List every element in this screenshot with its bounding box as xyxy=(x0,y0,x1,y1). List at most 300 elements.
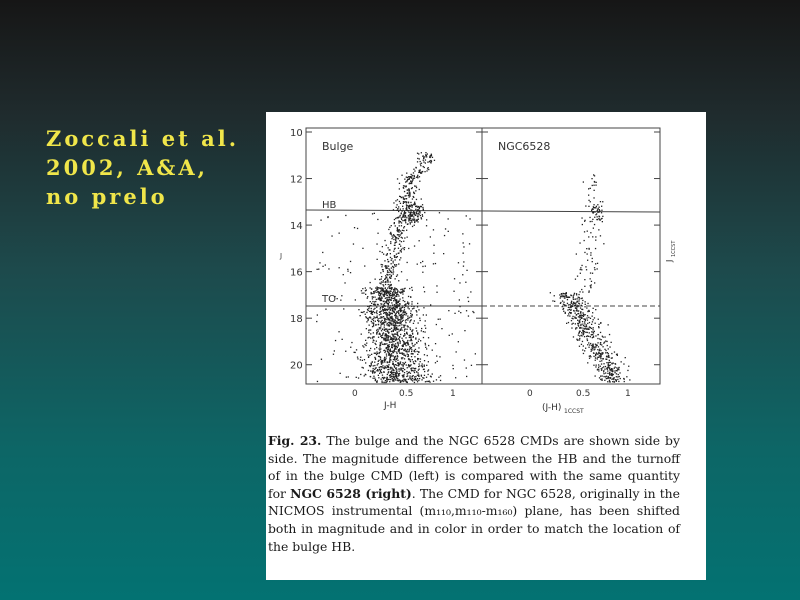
star-dot-left xyxy=(436,292,437,293)
star-dot-left xyxy=(391,263,392,264)
star-dot-left xyxy=(361,312,362,313)
star-dot-left xyxy=(416,220,417,221)
star-dot-left xyxy=(387,374,388,375)
star-dot-right xyxy=(583,345,584,346)
star-dot-left xyxy=(392,292,393,293)
star-dot-left xyxy=(425,347,426,348)
star-dot-left xyxy=(390,284,391,285)
star-dot-right xyxy=(564,297,565,298)
star-dot-right xyxy=(607,367,608,368)
star-dot-right xyxy=(571,305,572,306)
star-dot-left xyxy=(411,303,412,304)
star-dot-right xyxy=(595,207,596,208)
star-dot-left xyxy=(395,225,396,226)
star-dot-left xyxy=(399,188,400,189)
star-dot-left xyxy=(395,292,396,293)
star-dot-left xyxy=(420,161,421,162)
star-dot-left xyxy=(356,377,357,378)
star-dot-left xyxy=(370,282,371,283)
star-dot-left xyxy=(459,282,460,283)
star-dot-left xyxy=(400,293,401,294)
star-dot-left xyxy=(385,284,386,285)
star-dot-right xyxy=(588,200,589,201)
star-dot-left xyxy=(388,369,389,370)
star-dot-left xyxy=(368,308,369,309)
star-dot-right xyxy=(599,207,600,208)
star-dot-right xyxy=(600,379,601,380)
star-dot-left xyxy=(374,369,375,370)
star-dot-left xyxy=(398,368,399,369)
star-dot-left xyxy=(405,314,406,315)
star-dot-right xyxy=(586,336,587,337)
star-dot-right xyxy=(590,252,591,253)
star-dot-left xyxy=(356,349,357,350)
caption-text-2: . The CMD for NGC 6528, originally in the NICMOS instrumental (m₁₁₀,m₁₁₀-m₁₆₀) plane, has been shifted both in magnitude and in color in order to match the location of the bulge HB. xyxy=(268,485,680,554)
star-dot-left xyxy=(396,207,397,208)
star-dot-left xyxy=(386,302,387,303)
star-dot-right xyxy=(588,342,589,343)
star-dot-left xyxy=(403,188,404,189)
star-dot-left xyxy=(412,179,413,180)
star-dot-left xyxy=(380,322,381,323)
star-dot-right xyxy=(599,361,600,362)
star-dot-left xyxy=(394,333,395,334)
star-dot-left xyxy=(414,320,415,321)
star-dot-left xyxy=(403,375,404,376)
star-dot-left xyxy=(380,348,381,349)
star-dot-left xyxy=(418,339,419,340)
star-dot-left xyxy=(405,379,406,380)
star-dot-right xyxy=(587,328,588,329)
star-dot-left xyxy=(378,363,379,364)
star-dot-left xyxy=(405,362,406,363)
star-dot-left xyxy=(398,248,399,249)
star-dot-left xyxy=(333,354,334,355)
star-dot-left xyxy=(459,306,460,307)
star-dot-left xyxy=(404,334,405,335)
star-dot-left xyxy=(371,288,372,289)
star-dot-right xyxy=(595,346,596,347)
star-dot-left xyxy=(422,266,423,267)
star-dot-left xyxy=(397,325,398,326)
star-dot-right xyxy=(590,221,591,222)
star-dot-right xyxy=(594,217,595,218)
star-dot-left xyxy=(408,365,409,366)
star-dot-right xyxy=(623,378,624,379)
star-dot-left xyxy=(365,294,366,295)
star-dot-right xyxy=(591,328,592,329)
star-dot-left xyxy=(379,295,380,296)
star-dot-left xyxy=(421,328,422,329)
star-dot-left xyxy=(388,247,389,248)
star-dot-left xyxy=(436,324,437,325)
star-dot-left xyxy=(397,274,398,275)
star-dot-left xyxy=(410,222,411,223)
star-dot-right xyxy=(587,332,588,333)
star-dot-left xyxy=(411,319,412,320)
star-dot-right xyxy=(577,276,578,277)
star-dot-left xyxy=(416,342,417,343)
star-dot-right xyxy=(585,332,586,333)
star-dot-right xyxy=(571,301,572,302)
star-dot-right xyxy=(578,335,579,336)
star-dot-right xyxy=(590,188,591,189)
star-dot-left xyxy=(395,237,396,238)
star-dot-left xyxy=(396,369,397,370)
star-dot-right xyxy=(602,201,603,202)
star-dot-left xyxy=(392,323,393,324)
star-dot-right xyxy=(572,318,573,319)
star-dot-right xyxy=(614,370,615,371)
star-dot-left xyxy=(417,161,418,162)
star-dot-left xyxy=(381,289,382,290)
star-dot-right xyxy=(611,342,612,343)
star-dot-left xyxy=(400,310,401,311)
star-dot-left xyxy=(411,210,412,211)
star-dot-left xyxy=(397,290,398,291)
star-dot-left xyxy=(405,195,406,196)
star-dot-left xyxy=(387,279,388,280)
star-dot-left xyxy=(409,346,410,347)
star-dot-left xyxy=(389,292,390,293)
star-dot-left xyxy=(382,309,383,310)
star-dot-left xyxy=(467,297,468,298)
star-dot-left xyxy=(405,198,406,199)
star-dot-left xyxy=(415,368,416,369)
star-dot-left xyxy=(410,212,411,213)
star-dot-left xyxy=(387,259,388,260)
star-dot-left xyxy=(410,223,411,224)
star-dot-left xyxy=(411,220,412,221)
star-dot-left xyxy=(373,316,374,317)
star-dot-left xyxy=(396,321,397,322)
star-dot-left xyxy=(388,355,389,356)
star-dot-left xyxy=(385,333,386,334)
star-dot-right xyxy=(605,366,606,367)
star-dot-left xyxy=(383,378,384,379)
star-dot-left xyxy=(394,306,395,307)
star-dot-left xyxy=(387,362,388,363)
star-dot-left xyxy=(422,261,423,262)
star-dot-right xyxy=(562,306,563,307)
star-dot-left xyxy=(416,206,417,207)
star-dot-left xyxy=(439,356,440,357)
star-dot-left xyxy=(413,308,414,309)
star-dot-left xyxy=(385,329,386,330)
star-dot-left xyxy=(397,229,398,230)
star-dot-left xyxy=(414,356,415,357)
star-dot-right xyxy=(614,351,615,352)
star-dot-left xyxy=(381,330,382,331)
star-dot-left xyxy=(376,310,377,311)
star-dot-left xyxy=(425,344,426,345)
star-dot-right xyxy=(593,356,594,357)
star-dot-left xyxy=(384,338,385,339)
star-dot-left xyxy=(380,316,381,317)
star-dot-left xyxy=(371,354,372,355)
star-dot-right xyxy=(563,293,564,294)
star-dot-left xyxy=(401,211,402,212)
star-dot-left xyxy=(424,371,425,372)
star-dot-right xyxy=(570,309,571,310)
star-dot-left xyxy=(375,358,376,359)
star-dot-right xyxy=(598,369,599,370)
star-dot-left xyxy=(458,262,459,263)
star-dot-right xyxy=(595,263,596,264)
star-dot-left xyxy=(404,249,405,250)
star-dot-left xyxy=(402,289,403,290)
star-dot-left xyxy=(393,202,394,203)
star-dot-right xyxy=(596,365,597,366)
star-dot-left xyxy=(347,271,348,272)
star-dot-right xyxy=(576,314,577,315)
star-dot-left xyxy=(392,370,393,371)
star-dot-left xyxy=(419,369,420,370)
star-dot-left xyxy=(392,317,393,318)
star-dot-right xyxy=(600,235,601,236)
star-dot-left xyxy=(403,227,404,228)
star-dot-right xyxy=(594,267,595,268)
star-dot-right xyxy=(595,375,596,376)
star-dot-left xyxy=(371,293,372,294)
star-dot-left xyxy=(408,248,409,249)
star-dot-left xyxy=(425,152,426,153)
star-dot-right xyxy=(612,381,613,382)
star-dot-left xyxy=(396,254,397,255)
star-dot-left xyxy=(393,273,394,274)
star-dot-left xyxy=(406,313,407,314)
star-dot-left xyxy=(389,227,390,228)
star-dot-right xyxy=(605,372,606,373)
star-dot-right xyxy=(602,352,603,353)
star-dot-left xyxy=(407,192,408,193)
star-dot-left xyxy=(402,233,403,234)
star-dot-left xyxy=(331,235,332,236)
star-dot-left xyxy=(386,354,387,355)
star-dot-right xyxy=(580,269,581,270)
star-dot-left xyxy=(472,311,473,312)
star-dot-left xyxy=(419,363,420,364)
star-dot-left xyxy=(403,230,404,231)
star-dot-right xyxy=(602,336,603,337)
star-dot-left xyxy=(403,336,404,337)
star-dot-left xyxy=(390,371,391,372)
star-dot-left xyxy=(373,291,374,292)
star-dot-left xyxy=(425,381,426,382)
star-dot-left xyxy=(418,309,419,310)
star-dot-left xyxy=(413,216,414,217)
star-dot-left xyxy=(421,198,422,199)
star-dot-left xyxy=(360,357,361,358)
star-dot-right xyxy=(554,301,555,302)
star-dot-left xyxy=(361,290,362,291)
star-dot-left xyxy=(339,233,340,234)
star-dot-right xyxy=(588,195,589,196)
star-dot-left xyxy=(395,266,396,267)
star-dot-left xyxy=(414,372,415,373)
star-dot-left xyxy=(393,239,394,240)
star-dot-right xyxy=(607,356,608,357)
star-dot-left xyxy=(400,367,401,368)
star-dot-left xyxy=(382,323,383,324)
star-dot-left xyxy=(409,377,410,378)
star-dot-right xyxy=(575,308,576,309)
star-dot-right xyxy=(601,360,602,361)
star-dot-right xyxy=(584,286,585,287)
star-dot-left xyxy=(386,314,387,315)
star-dot-right xyxy=(600,358,601,359)
star-dot-left xyxy=(397,347,398,348)
star-dot-left xyxy=(425,266,426,267)
star-dot-left xyxy=(423,160,424,161)
star-dot-left xyxy=(396,311,397,312)
star-dot-left xyxy=(426,365,427,366)
star-dot-left xyxy=(393,380,394,381)
figure-caption xyxy=(268,432,680,555)
star-dot-left xyxy=(396,376,397,377)
star-dot-left xyxy=(391,233,392,234)
star-dot-left xyxy=(354,227,355,228)
star-dot-left xyxy=(381,266,382,267)
star-dot-left xyxy=(406,210,407,211)
star-dot-left xyxy=(397,294,398,295)
star-dot-left xyxy=(398,220,399,221)
star-dot-left xyxy=(404,217,405,218)
star-dot-left xyxy=(401,310,402,311)
star-dot-left xyxy=(390,257,391,258)
star-dot-left xyxy=(413,363,414,364)
star-dot-left xyxy=(320,220,321,221)
star-dot-right xyxy=(600,376,601,377)
star-dot-left xyxy=(410,180,411,181)
star-dot-left xyxy=(391,225,392,226)
star-dot-right xyxy=(598,229,599,230)
star-dot-left xyxy=(404,372,405,373)
star-dot-left xyxy=(412,308,413,309)
star-dot-left xyxy=(404,358,405,359)
star-dot-left xyxy=(412,226,413,227)
star-dot-left xyxy=(475,353,476,354)
star-dot-left xyxy=(380,325,381,326)
star-dot-right xyxy=(592,334,593,335)
star-dot-left xyxy=(418,341,419,342)
star-dot-left xyxy=(370,287,371,288)
star-dot-left xyxy=(404,329,405,330)
star-dot-right xyxy=(601,218,602,219)
star-dot-left xyxy=(410,297,411,298)
star-dot-left xyxy=(416,328,417,329)
star-dot-right xyxy=(602,221,603,222)
star-dot-right xyxy=(563,311,564,312)
star-dot-right xyxy=(582,309,583,310)
citation-text xyxy=(46,124,239,211)
star-dot-left xyxy=(410,310,411,311)
to-label: TO xyxy=(322,294,336,305)
star-dot-left xyxy=(381,281,382,282)
star-dot-left xyxy=(365,362,366,363)
star-dot-left xyxy=(380,359,381,360)
star-dot-right xyxy=(568,304,569,305)
star-dot-left xyxy=(391,355,392,356)
star-dot-left xyxy=(317,269,318,270)
star-dot-left xyxy=(400,234,401,235)
star-dot-left xyxy=(395,318,396,319)
star-dot-left xyxy=(397,316,398,317)
star-dot-left xyxy=(444,235,445,236)
star-dot-right xyxy=(590,336,591,337)
star-dot-right xyxy=(566,323,567,324)
star-dot-left xyxy=(404,363,405,364)
star-dot-left xyxy=(399,325,400,326)
star-dot-right xyxy=(577,320,578,321)
star-dot-left xyxy=(383,280,384,281)
star-dot-left xyxy=(388,299,389,300)
star-dot-left xyxy=(401,364,402,365)
star-dot-right xyxy=(595,335,596,336)
star-dot-left xyxy=(396,325,397,326)
star-dot-left xyxy=(325,309,326,310)
star-dot-right xyxy=(592,316,593,317)
star-dot-left xyxy=(402,230,403,231)
star-dot-left xyxy=(337,298,338,299)
left-x-axis-label: J-H xyxy=(384,401,397,411)
star-dot-left xyxy=(415,215,416,216)
star-dot-right xyxy=(585,314,586,315)
star-dot-right xyxy=(598,208,599,209)
star-dot-right xyxy=(565,312,566,313)
star-dot-right xyxy=(598,370,599,371)
star-dot-left xyxy=(392,334,393,335)
star-dot-left xyxy=(373,376,374,377)
star-dot-left xyxy=(417,264,418,265)
star-dot-left xyxy=(384,357,385,358)
star-dot-right xyxy=(579,331,580,332)
star-dot-left xyxy=(403,185,404,186)
star-dot-left xyxy=(424,354,425,355)
star-dot-right xyxy=(591,334,592,335)
star-dot-left xyxy=(412,333,413,334)
star-dot-right xyxy=(587,338,588,339)
star-dot-left xyxy=(392,237,393,238)
star-dot-left xyxy=(360,315,361,316)
star-dot-right xyxy=(590,272,591,273)
star-dot-left xyxy=(396,334,397,335)
star-dot-left xyxy=(411,176,412,177)
star-dot-left xyxy=(389,319,390,320)
star-dot-left xyxy=(391,297,392,298)
star-dot-left xyxy=(401,322,402,323)
star-dot-left xyxy=(401,217,402,218)
y-tick-label: 12 xyxy=(290,174,303,186)
star-dot-left xyxy=(405,219,406,220)
star-dot-left xyxy=(452,333,453,334)
star-dot-right xyxy=(615,367,616,368)
star-dot-left xyxy=(412,370,413,371)
star-dot-right xyxy=(613,378,614,379)
star-dot-left xyxy=(384,319,385,320)
star-dot-left xyxy=(390,295,391,296)
star-dot-left xyxy=(399,339,400,340)
star-dot-left xyxy=(458,341,459,342)
star-dot-left xyxy=(370,337,371,338)
star-dot-left xyxy=(404,291,405,292)
star-dot-right xyxy=(595,360,596,361)
star-dot-left xyxy=(373,336,374,337)
star-dot-left xyxy=(381,381,382,382)
star-dot-left xyxy=(448,218,449,219)
star-dot-left xyxy=(391,302,392,303)
star-dot-right xyxy=(562,296,563,297)
